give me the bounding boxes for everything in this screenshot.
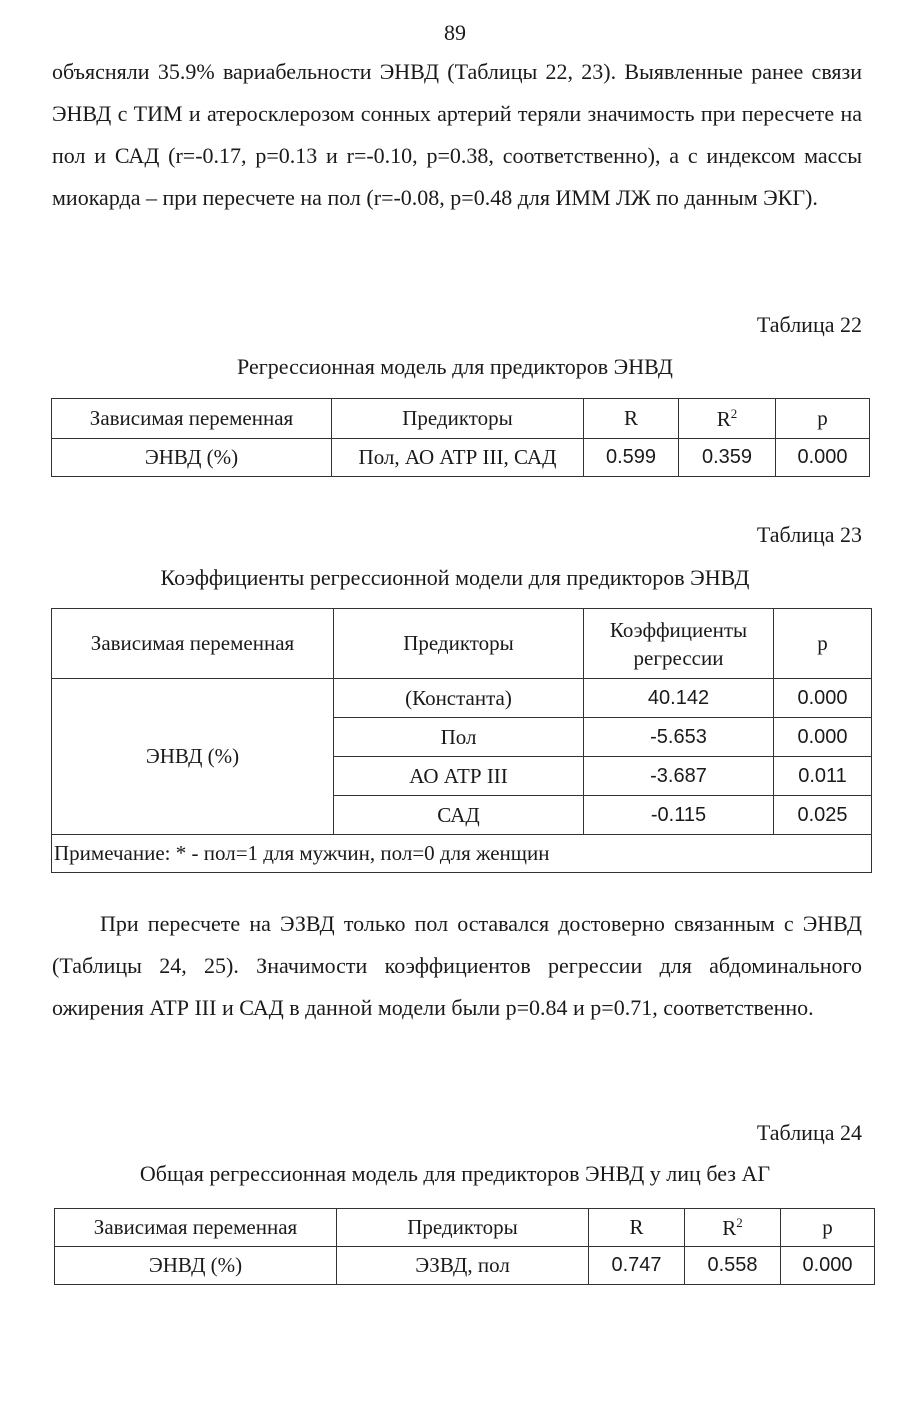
header-predictors: Предикторы <box>334 609 584 679</box>
table-23-number: Таблица 23 <box>756 522 862 547</box>
cell-predictor: АО АТР III <box>334 757 584 796</box>
header-dependent-variable: Зависимая переменная <box>52 399 332 439</box>
table-23-title: Коэффициенты регрессионной модели для предикторов ЭНВД <box>160 565 750 590</box>
cell-r: 0.599 <box>584 439 679 477</box>
cell-coefficient: 40.142 <box>584 679 774 718</box>
table-22 <box>51 398 870 477</box>
cell-p: 0.000 <box>774 718 872 757</box>
cell-coefficient: -3.687 <box>584 757 774 796</box>
cell-coefficient: -0.115 <box>584 796 774 835</box>
cell-r: 0.747 <box>589 1247 685 1285</box>
table-24-number: Таблица 24 <box>756 1120 862 1145</box>
table-header-row <box>52 399 870 439</box>
cell-predictors: ЭЗВД, пол <box>337 1247 589 1285</box>
table-22-number: Таблица 22 <box>756 312 862 337</box>
cell-r-squared: 0.558 <box>685 1247 781 1285</box>
cell-p: 0.000 <box>774 679 872 718</box>
table-24-title: Общая регрессионная модель для предикторов ЭНВД у лиц без АГ <box>139 1161 771 1186</box>
cell-p: 0.000 <box>781 1247 875 1285</box>
page-number: 89 <box>444 20 466 45</box>
cell-dependent: ЭНВД (%) <box>52 679 334 835</box>
cell-r-squared: 0.359 <box>679 439 776 477</box>
table-row <box>55 1247 875 1285</box>
header-p: p <box>774 609 872 679</box>
cell-predictor: САД <box>334 796 584 835</box>
table-header-row <box>52 609 872 679</box>
header-r: R <box>589 1209 685 1247</box>
paragraph-1: объясняли 35.9% вариабельности ЭНВД (Таблицы 22, 23). Выявленные ранее связи ЭНВД с ТИМ и атеросклерозом сонных артерий теряли значимость при пересчете на пол и САД (r=-0.17, p=0.13 и r=-0.10, p=0.38, соответственно), а с индексом массы миокарда – при пересчете на пол (r=-0.08, p=0.48 для ИММ ЛЖ по данным ЭКГ). <box>52 59 862 210</box>
table-row <box>52 439 870 477</box>
header-dependent-variable: Зависимая переменная <box>55 1209 337 1247</box>
table-header-row <box>55 1209 875 1247</box>
cell-predictor: (Константа) <box>334 679 584 718</box>
paragraph-2: При пересчете на ЭЗВД только пол оставался достоверно связанным с ЭНВД (Таблицы 24, 25). Значимости коэффициентов регрессии для абдоминального ожирения АТР III и САД в данной модели были p=0.84 и p=0.71, соответственно. <box>52 911 862 1020</box>
cell-dependent: ЭНВД (%) <box>52 439 332 477</box>
cell-predictor: Пол <box>334 718 584 757</box>
cell-p: 0.025 <box>774 796 872 835</box>
table-note: Примечание: * - пол=1 для мужчин, пол=0 для женщин <box>52 835 872 873</box>
header-r: R <box>584 399 679 439</box>
cell-p: 0.011 <box>774 757 872 796</box>
header-coefficients: Коэффициенты регрессии <box>584 609 774 679</box>
table-note-row <box>52 835 872 873</box>
cell-predictors: Пол, АО АТР III, САД <box>332 439 584 477</box>
table-24 <box>54 1208 875 1285</box>
cell-p: 0.000 <box>776 439 870 477</box>
header-r-squared: $R^2$ <box>679 399 776 439</box>
header-dependent-variable: Зависимая переменная <box>52 609 334 679</box>
table-row <box>52 679 872 718</box>
cell-dependent: ЭНВД (%) <box>55 1247 337 1285</box>
header-p: p <box>781 1209 875 1247</box>
header-predictors: Предикторы <box>337 1209 589 1247</box>
table-22-title: Регрессионная модель для предикторов ЭНВД <box>237 354 673 379</box>
header-r-squared: $R^2$ <box>685 1209 781 1247</box>
table-23 <box>51 608 872 873</box>
header-p: p <box>776 399 870 439</box>
header-predictors: Предикторы <box>332 399 584 439</box>
cell-coefficient: -5.653 <box>584 718 774 757</box>
